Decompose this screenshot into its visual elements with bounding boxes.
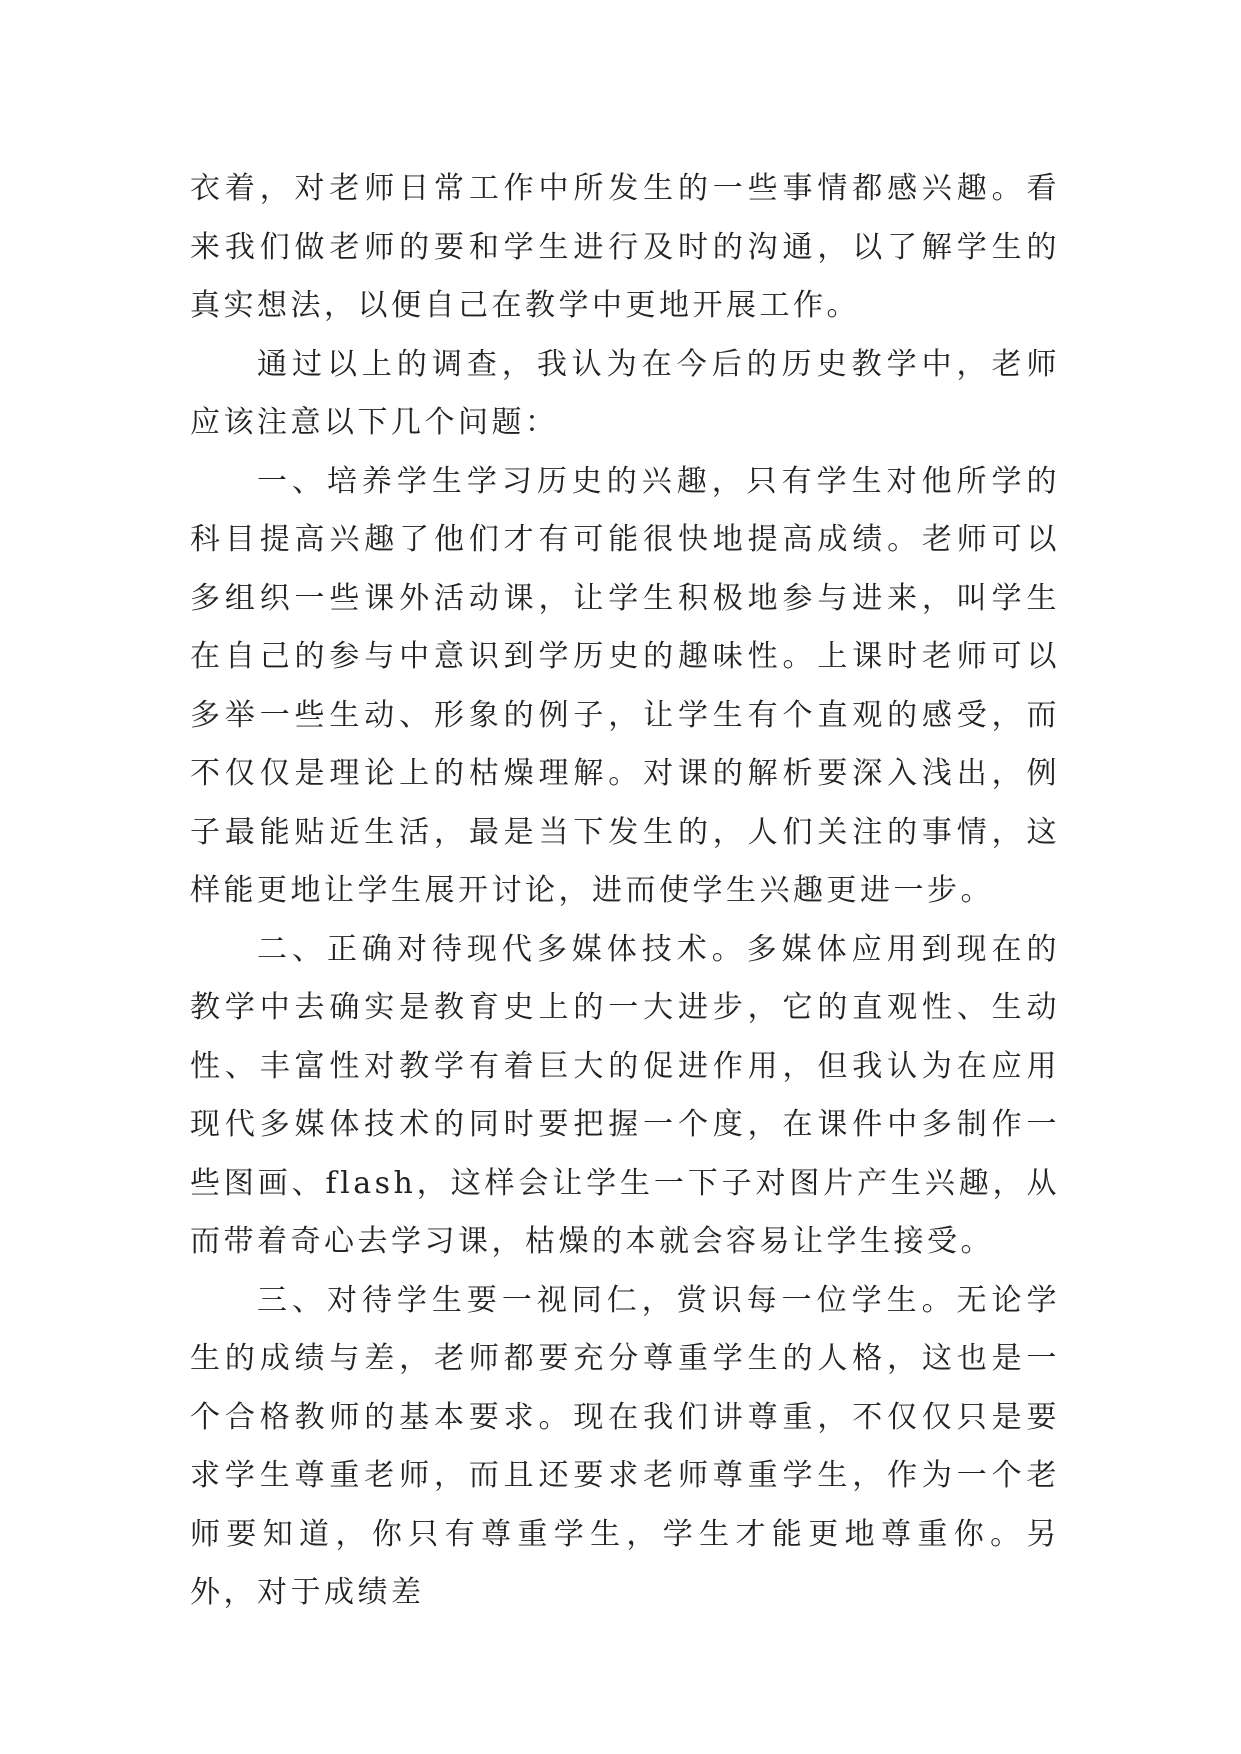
body-text xyxy=(190,160,1060,1623)
paragraph-point-three: 三、对待学生要一视同仁，赏识每一位学生。无论学生的成绩与差，老师都要充分尊重学生的人格，这也是一个合格教师的基本要求。现在我们讲尊重，不仅仅只是要求学生尊重老师，而且还要求老师尊重学生，作为一个老师要知道，你只有尊重学生，学生才能更地尊重你。另外，对于成绩差 xyxy=(190,1282,1060,1610)
paragraph-point-one: 一、培养学生学习历史的兴趣，只有学生对他所学的科目提高兴趣了他们才有可能很快地提高成绩。老师可以多组织一些课外活动课，让学生积极地参与进来，叫学生在自己的参与中意识到学历史的趣味性。上课时老师可以多举一些生动、形象的例子，让学生有个直观的感受，而不仅仅是理论上的枯燥理解。对课的解析要深入浅出，例子最能贴近生活，最是当下发生的，人们关注的事情，这样能更地让学生展开讨论，进而使学生兴趣更进一步。 xyxy=(190,463,1060,908)
paragraph-point-two: 二、正确对待现代多媒体技术。多媒体应用到现在的教学中去确实是教育史上的一大进步，它的直观性、生动性、丰富性对教学有着巨大的促进作用，但我认为在应用现代多媒体技术的同时要把握一个度，在课件中多制作一些图画、flash，这样会让学生一下子对图片产生兴趣，从而带着奇心去学习课，枯燥的本就会容易让学生接受。 xyxy=(190,931,1060,1259)
paragraph-continuation: 衣着，对老师日常工作中所发生的一些事情都感兴趣。看来我们做老师的要和学生进行及时的沟通，以了解学生的真实想法，以便自己在教学中更地开展工作。 xyxy=(190,171,1060,323)
paragraph-survey-summary: 通过以上的调查，我认为在今后的历史教学中，老师应该注意以下几个问题： xyxy=(190,346,1060,440)
